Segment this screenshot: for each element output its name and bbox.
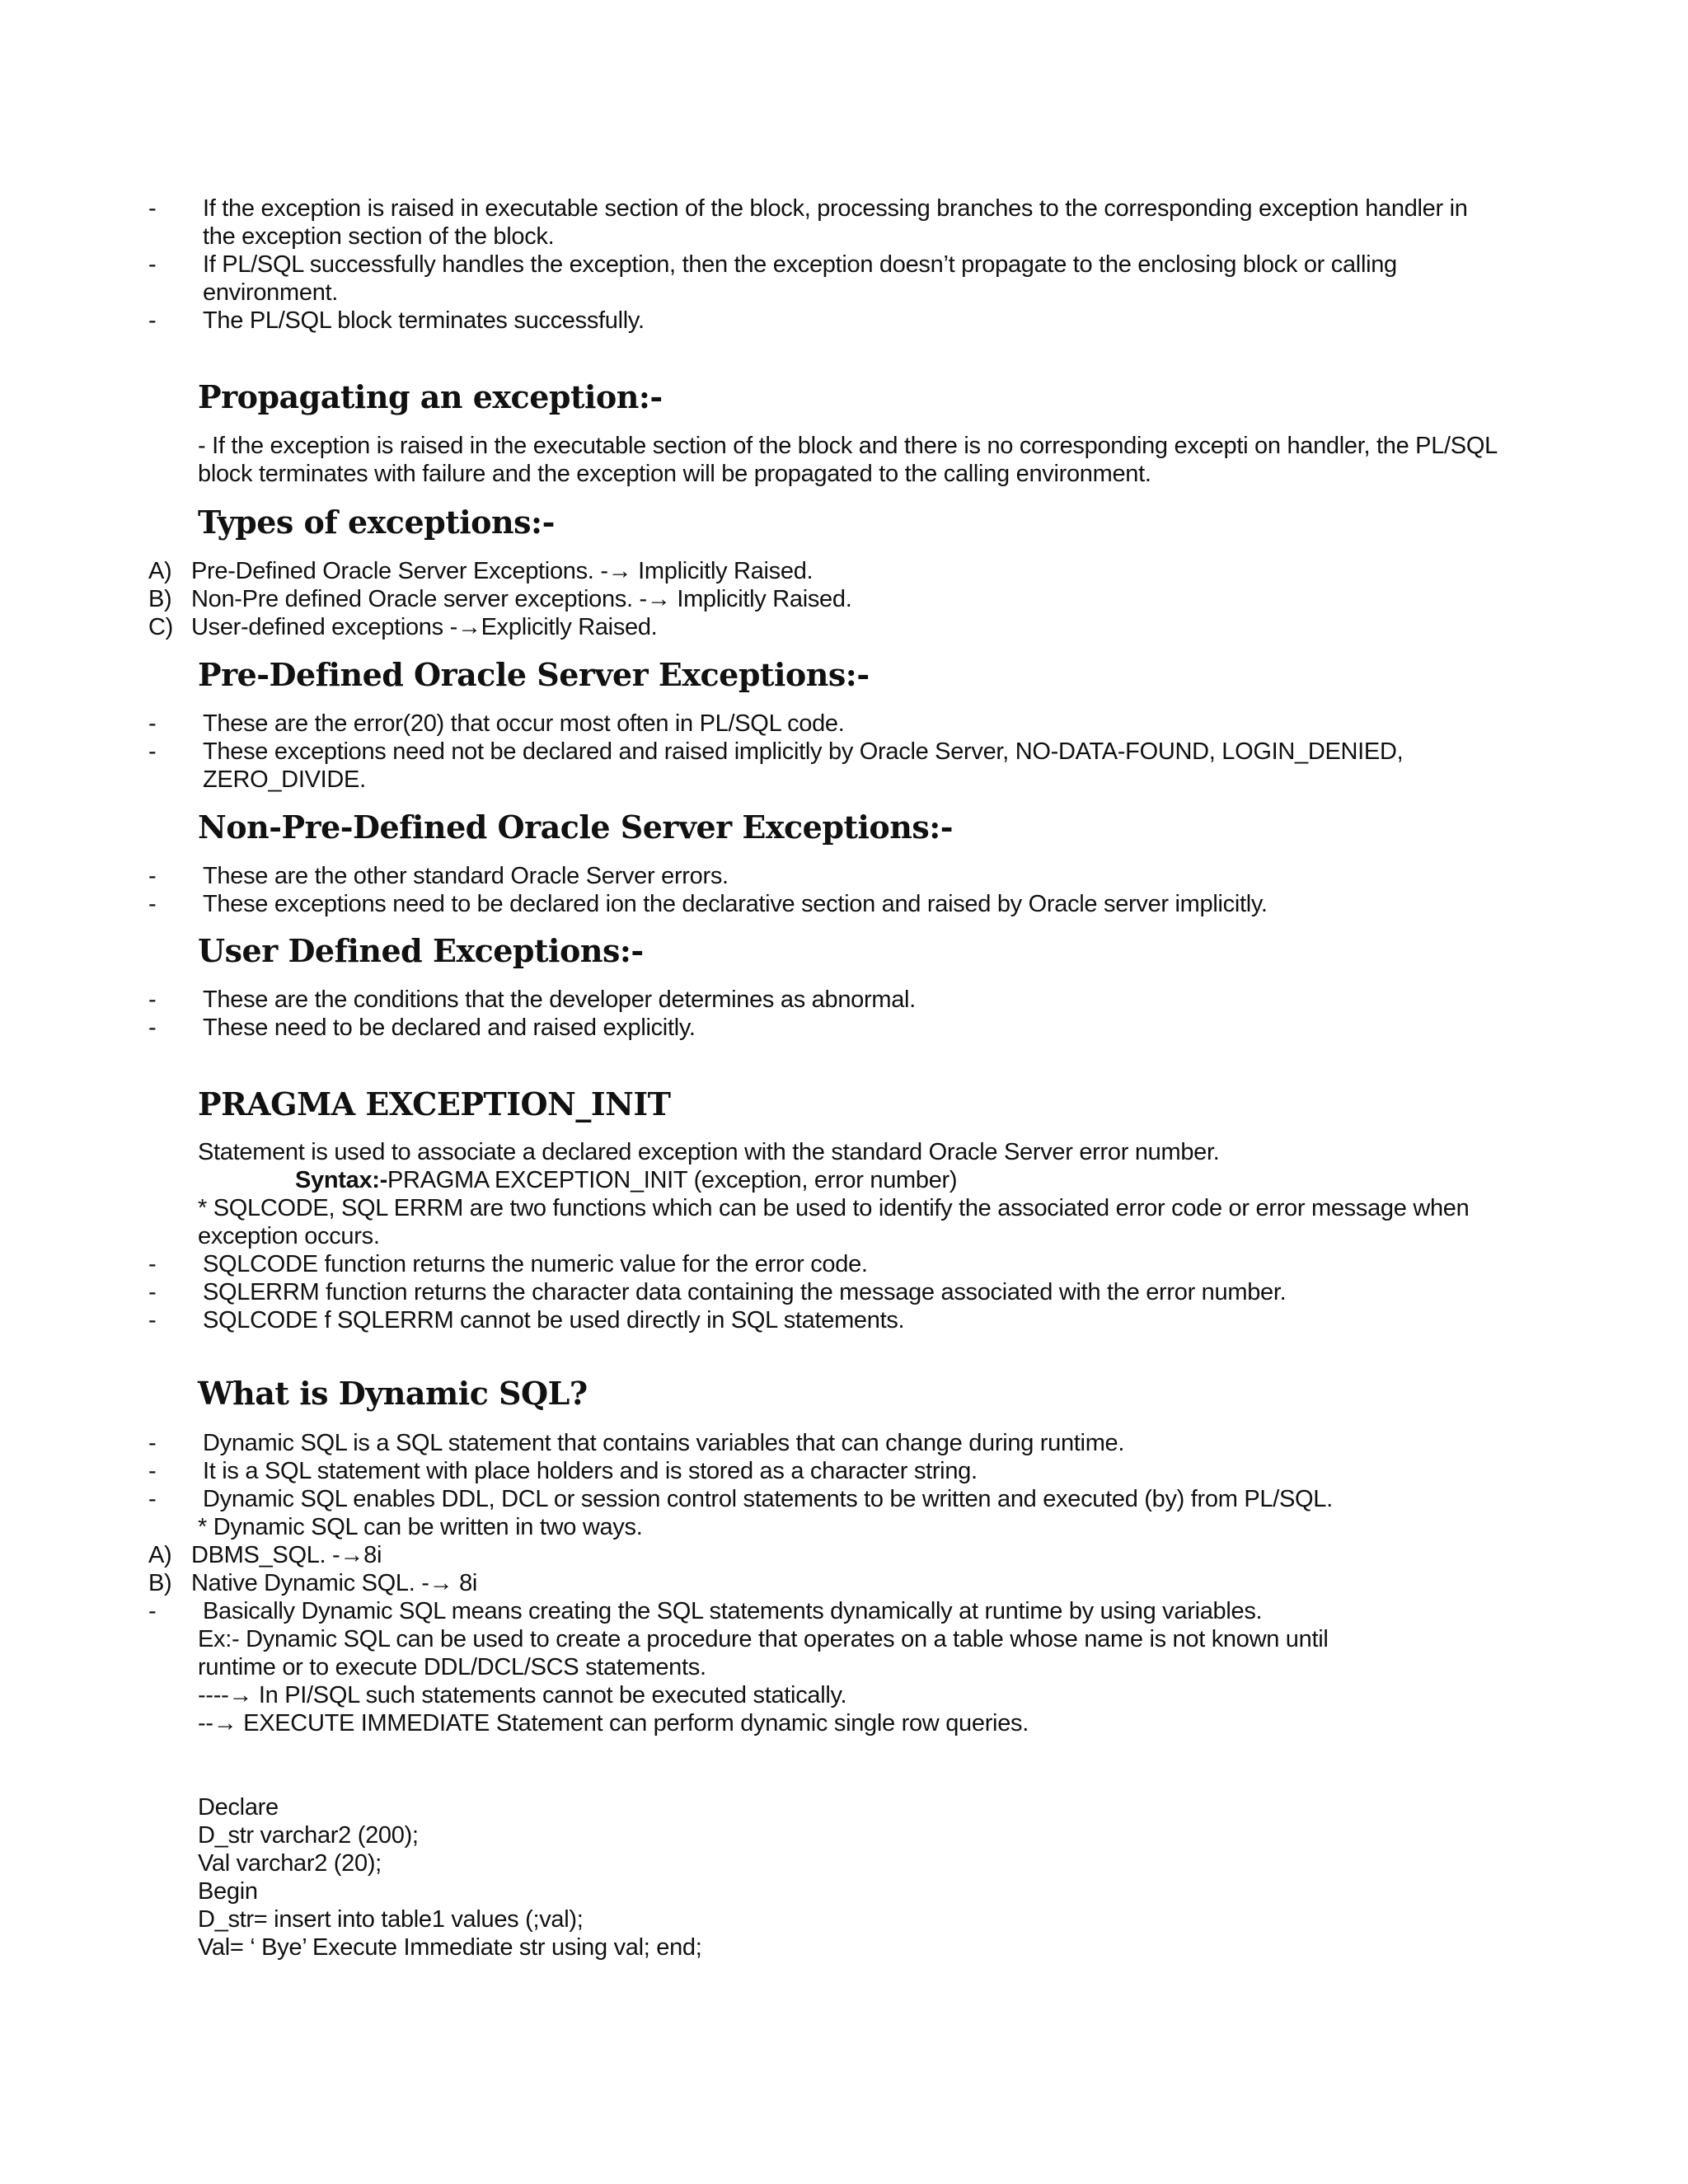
bullet-marker: -: [148, 1486, 157, 1512]
dynamic-note-2: --→ EXECUTE IMMEDIATE Statement can perform dynamic single row queries.: [198, 1710, 1029, 1736]
dynamic-basic-bullet: Basically Dynamic SQL means creating the SQL statements dynamically at runtime by using variables.: [203, 1598, 1263, 1624]
bullet-marker: -: [148, 307, 157, 334]
list-marker: B): [148, 1570, 172, 1596]
intro-bullet-3: The PL/SQL block terminates successfully.: [203, 307, 645, 334]
pragma-bullet-1: SQLCODE function returns the numeric value for the error code.: [203, 1251, 868, 1277]
list-marker: A): [148, 1542, 172, 1568]
predefined-bullet-2: These exceptions need not be declared and raised implicitly by Oracle Server, NO-DATA-FOUND, LOGIN_DENIED, ZERO_DIVIDE.: [203, 738, 1404, 793]
userdefined-bullet-1: These are the conditions that the developer determines as abnormal.: [203, 987, 916, 1013]
dynamic-bullet-1: Dynamic SQL is a SQL statement that contains variables that can change during runtime.: [203, 1430, 1125, 1456]
syntax-label: Syntax:-: [295, 1167, 388, 1193]
section-heading-dynamic-sql: What is Dynamic SQL?: [198, 1375, 588, 1412]
bullet-marker: -: [148, 251, 157, 278]
code-line: Declare: [198, 1794, 279, 1821]
code-line: Val= ‘ Bye’ Execute Immediate str using val; end;: [198, 1934, 702, 1961]
bullet-marker: -: [148, 987, 157, 1013]
propagating-text: - If the exception is raised in the executable section of the block and there is no corresponding excepti on handler, the PL/SQL block terminates with failure and the exception will be propagated to the calling environment.: [198, 433, 1497, 487]
intro-bullet-2: If PL/SQL successfully handles the exception, then the exception doesn’t propagate to the enclosing block or calling environment.: [203, 251, 1397, 306]
dynamic-example: Ex:- Dynamic SQL can be used to create a procedure that operates on a table whose name is not known until runtime or to execute DDL/DCL/SCS statements.: [198, 1626, 1329, 1680]
pragma-bullet-2: SQLERRM function returns the character data containing the message associated with the error number.: [203, 1279, 1287, 1305]
section-heading-userdefined: User Defined Exceptions:-: [198, 932, 644, 969]
dynamic-note-1: ----→ In PI/SQL such statements cannot be executed statically.: [198, 1682, 847, 1708]
types-item-a: Pre-Defined Oracle Server Exceptions. -→ Implicitly Raised.: [191, 558, 814, 584]
code-line: D_str varchar2 (200);: [198, 1822, 419, 1849]
dynamic-bullet-3: Dynamic SQL enables DDL, DCL or session control statements to be written and executed (by) from PL/SQL.: [203, 1486, 1333, 1512]
section-heading-nonpredefined: Non-Pre-Defined Oracle Server Exceptions:-: [198, 808, 954, 846]
section-heading-predefined: Pre-Defined Oracle Server Exceptions:-: [198, 656, 870, 693]
types-item-b: Non-Pre defined Oracle server exceptions. -→ Implicitly Raised.: [191, 586, 852, 612]
types-item-c: User-defined exceptions -→Explicitly Raised.: [191, 614, 658, 640]
bullet-marker: -: [148, 891, 157, 917]
pragma-statement: Statement is used to associate a declared exception with the standard Oracle Server error number.: [198, 1139, 1220, 1165]
bullet-marker: -: [148, 863, 157, 889]
list-marker: C): [148, 614, 174, 640]
bullet-marker: -: [148, 1598, 157, 1624]
userdefined-bullet-2: These need to be declared and raised explicitly.: [203, 1015, 696, 1041]
intro-bullet-1: If the exception is raised in executable section of the block, processing branches to the corresponding exception handler in the exception section of the block.: [203, 195, 1468, 250]
dynamic-way-b: Native Dynamic SQL. -→ 8i: [191, 1570, 478, 1596]
pragma-bullet-3: SQLCODE f SQLERRM cannot be used directly in SQL statements.: [203, 1307, 905, 1333]
nonpredefined-bullet-1: These are the other standard Oracle Server errors.: [203, 863, 729, 889]
pragma-syntax: [295, 1166, 1449, 1194]
bullet-marker: -: [148, 1015, 157, 1041]
bullet-marker: -: [148, 1251, 157, 1277]
list-marker: B): [148, 586, 172, 612]
code-line: Val varchar2 (20);: [198, 1850, 382, 1877]
section-heading-propagating: Propagating an exception:-: [198, 378, 663, 415]
code-line: D_str= insert into table1 values (;val);: [198, 1906, 584, 1933]
dynamic-ways-note: * Dynamic SQL can be written in two ways.: [198, 1514, 643, 1540]
bullet-marker: -: [148, 1430, 157, 1456]
pragma-note: * SQLCODE, SQL ERRM are two functions which can be used to identify the associated error code or error message when exception occurs.: [198, 1195, 1470, 1249]
bullet-marker: -: [148, 1279, 157, 1305]
bullet-marker: -: [148, 195, 157, 222]
code-line: Begin: [198, 1878, 258, 1905]
predefined-bullet-1: These are the error(20) that occur most often in PL/SQL code.: [203, 710, 845, 737]
bullet-marker: -: [148, 1307, 157, 1333]
dynamic-bullet-2: It is a SQL statement with place holders and is stored as a character string.: [203, 1458, 978, 1484]
bullet-marker: -: [148, 710, 157, 737]
section-heading-pragma: PRAGMA EXCEPTION_INIT: [198, 1085, 671, 1122]
dynamic-way-a: DBMS_SQL. -→8i: [191, 1542, 382, 1568]
list-marker: A): [148, 558, 172, 584]
section-heading-types: Types of exceptions:-: [198, 504, 555, 541]
bullet-marker: -: [148, 1458, 157, 1484]
syntax-text: PRAGMA EXCEPTION_INIT (exception, error number): [387, 1167, 958, 1193]
bullet-marker: -: [148, 738, 157, 765]
nonpredefined-bullet-2: These exceptions need to be declared ion the declarative section and raised by Oracle server implicitly.: [203, 891, 1268, 917]
